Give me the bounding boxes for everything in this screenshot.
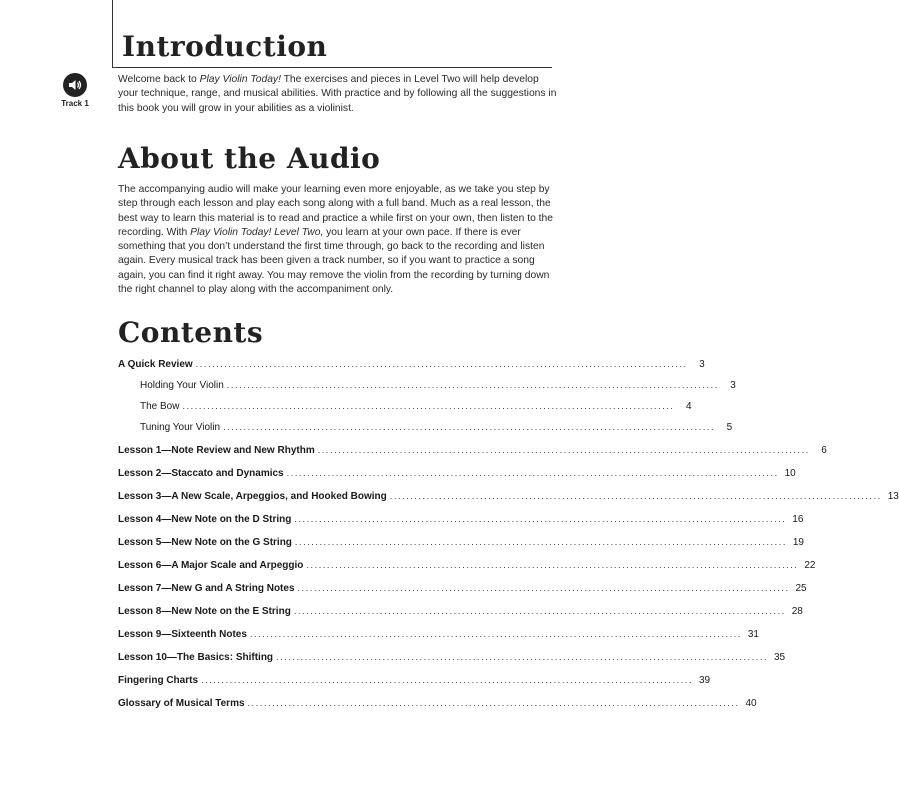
toc-title: Lesson 7—New G and A String Notes (118, 583, 295, 594)
toc-title: A Quick Review (118, 359, 193, 370)
toc-page-number: 4 (685, 401, 692, 412)
toc-title: Glossary of Musical Terms (118, 698, 245, 709)
toc-entry-lesson[interactable] (118, 467, 796, 480)
leader-dots: ........................................................................................................................ (389, 491, 882, 501)
toc-title: The Bow (140, 401, 180, 412)
toc-page-number: 39 (698, 675, 711, 686)
toc-title: Lesson 8—New Note on the E String (118, 606, 291, 617)
toc-page-number: 3 (699, 359, 705, 370)
toc-page-number: 35 (773, 652, 786, 663)
leader-dots: ........................................................................................................................ (201, 675, 694, 685)
toc-page-number: 16 (792, 514, 804, 525)
toc-page-number: 40 (745, 698, 757, 709)
leader-dots: ........................................................................................................................ (286, 468, 779, 478)
toc-entry-lesson[interactable] (118, 559, 816, 572)
leader-dots: ........................................................................................................................ (276, 652, 769, 662)
toc-entry-lesson[interactable] (118, 536, 804, 549)
page-margin-rule (112, 0, 113, 68)
toc-title: Lesson 2—Staccato and Dynamics (118, 468, 284, 479)
toc-page-number: 25 (795, 583, 807, 594)
intro-heading: Introduction (122, 30, 328, 63)
toc-page-number: 22 (804, 560, 816, 571)
leader-dots: ........................................................................................................................ (195, 359, 688, 369)
audio-track-marker (60, 73, 90, 108)
toc-title: Lesson 5—New Note on the G String (118, 537, 292, 548)
toc-page-number: 3 (730, 380, 736, 391)
toc-title: Lesson 10—The Basics: Shifting (118, 652, 274, 663)
leader-dots: ........................................................................................................................ (293, 606, 786, 616)
table-of-contents (118, 358, 899, 710)
toc-subentry[interactable] (118, 421, 733, 434)
leader-dots: ........................................................................................................................ (294, 514, 787, 524)
leader-dots: ........................................................................................................................ (297, 583, 790, 593)
leader-dots: ........................................................................................................................ (249, 629, 742, 639)
toc-entry-lesson[interactable] (118, 444, 827, 457)
toc-entry-lesson[interactable] (118, 628, 759, 641)
toc-entry-fingering-charts[interactable] (118, 674, 711, 687)
audio-heading: About the Audio (118, 142, 381, 175)
toc-title: Lesson 3—A New Scale, Arpeggios, and Hooked Bowing (118, 491, 387, 502)
toc-page-number: 31 (747, 629, 759, 640)
toc-page-number: 10 (784, 468, 796, 479)
toc-page-number: 5 (726, 422, 733, 433)
toc-entry-lesson[interactable] (118, 513, 804, 526)
leader-dots: ........................................................................................................................ (223, 422, 716, 432)
book-title: Play Violin Today! (199, 74, 281, 85)
audio-paragraph: The accompanying audio will make your learning even more enjoyable, as we take you step by step through each lesson and play each song along with a full band. Much as a real lesson, the best way to learn this material is to read and practice a while first on your own, then listen to the recording. With Play Violin Today! Level Two, you learn at your own pace. If there is ever something that you don’t understand the first time through, go back to the recording and listen again. Every musical track has been given a track number, so if you want to practice a song again, you can find it right away. You may remove the violin from the recording by turning down the right channel to play along with the accompaniment only. (118, 184, 553, 296)
leader-dots: ........................................................................................................................ (247, 698, 740, 708)
track-label: Track 1 (61, 99, 89, 108)
toc-entry-lesson[interactable] (118, 490, 899, 503)
toc-title: Holding Your Violin (140, 380, 224, 391)
toc-entry-lesson[interactable] (118, 651, 786, 664)
toc-title: Lesson 4—New Note on the D String (118, 514, 292, 525)
leader-dots: ........................................................................................................................ (317, 445, 810, 455)
toc-page-number: 28 (791, 606, 803, 617)
toc-page-number: 6 (821, 445, 827, 456)
speaker-icon (63, 73, 87, 97)
leader-dots: ........................................................................................................................ (294, 537, 787, 547)
heading-underline-rule (112, 67, 552, 68)
toc-entry-lesson[interactable] (118, 582, 807, 595)
contents-heading: Contents (118, 316, 264, 349)
toc-subentry[interactable] (118, 400, 692, 413)
toc-title: Tuning Your Violin (140, 422, 221, 433)
toc-title: Lesson 9—Sixteenth Notes (118, 629, 247, 640)
toc-title: Fingering Charts (118, 675, 199, 686)
toc-title: Lesson 1—Note Review and New Rhythm (118, 445, 315, 456)
book-title: Play Violin Today! Level Two, (190, 226, 324, 238)
toc-page-number: 13 (887, 491, 899, 502)
toc-page-number: 19 (792, 537, 804, 548)
toc-entry-quick-review[interactable] (118, 358, 705, 371)
leader-dots: ........................................................................................................................ (306, 560, 799, 570)
leader-dots: ........................................................................................................................ (226, 380, 719, 390)
intro-paragraph: Welcome back to Play Violin Today! The exercises and pieces in Level Two will help develop your technique, range, and musical abilities. With practice and by following all the suggestions in this book you will grow in your abilities as a violinist. (118, 74, 557, 114)
toc-title: Lesson 6—A Major Scale and Arpeggio (118, 560, 304, 571)
toc-entry-lesson[interactable] (118, 605, 803, 618)
leader-dots: ........................................................................................................................ (182, 401, 675, 411)
toc-subentry[interactable] (118, 379, 736, 392)
toc-entry-glossary[interactable] (118, 697, 757, 710)
